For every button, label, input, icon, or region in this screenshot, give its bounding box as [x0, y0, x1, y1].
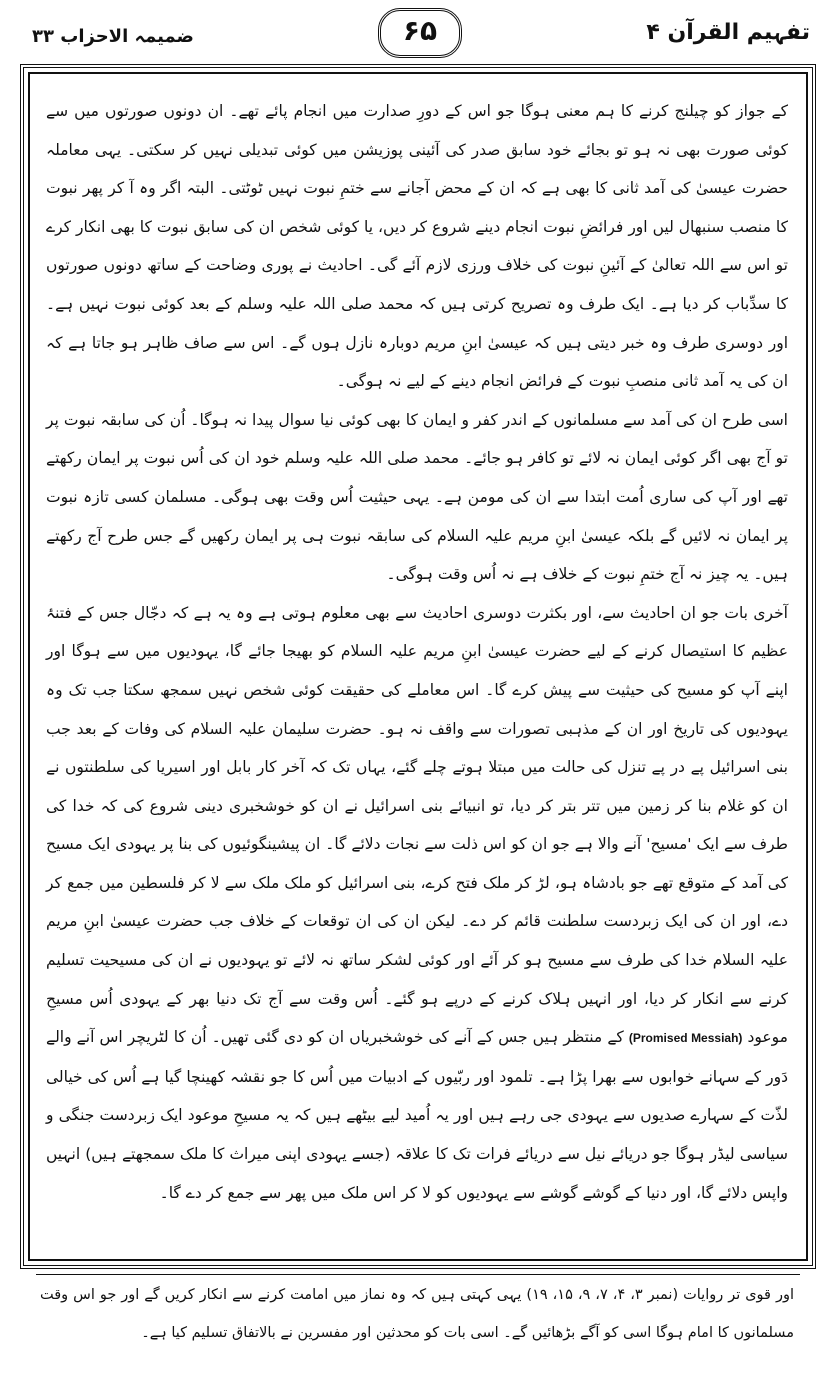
paragraph-3-part-1: آخری بات جو ان احادیث سے، اور بکثرت دوسری احادیث سے بھی معلوم ہوتی ہے وہ یہ ہے کہ دجّال جس کے فتنۂ عظیم کا استیصال کرنے کے لیے حضرت عیسیٰ ابنِ مریم علیہ السلام کو بھیجا جائے گا، یہودیوں میں سے ہوگا اور اپنے آپ کو مسیح کی حیثیت سے پیش کرے گا۔ اس معاملے کی حقیقت کوئی شخص نہیں سمجھ سکتا جب تک وہ یہودیوں کی تاریخ اور ان کے مذہبی تصورات سے واقف نہ ہو۔ حضرت سلیمان علیہ السلام کی وفات کے بعد جب بنی اسرائیل پے در پے تنزل کی حالت میں مبتلا ہوتے چلے گئے، یہاں تک کہ آخر کار بابل اور اسیریا کی سلطنتوں نے ان کو غلام بنا کر زمین میں تتر بتر کر دیا، تو انبیائے بنی اسرائیل نے ان کو خوشخبری دینی شروع کی کہ خدا کی طرف سے ایک 'مسیح' آنے والا ہے جو ان کو اس ذلت سے نجات دلائے گا۔ ان پیشینگوئیوں کی بنا پر یہودی ایک مسیح کی آمد کے متوقع تھے جو بادشاہ ہو، لڑ کر ملک فتح کرے، بنی اسرائیل کو ملک ملک سے لا کر فلسطین میں جمع کر دے، اور ان کی ایک زبردست سلطنت قائم کر دے۔ لیکن ان کی ان توقعات کے خلاف جب حضرت عیسیٰ ابنِ مریم علیہ السلام خدا کی طرف سے مسیح ہو کر آئے اور کوئی لشکر ساتھ نہ لائے تو یہودیوں نے ان کی مسیحیت تسلیم کرنے سے انکار کر دیا، اور انہیں ہلاک کرنے کے درپے ہو گئے۔ اُس وقت سے آج تک دنیا بھر کے یہودی اُس مسیحِ موعود [46, 603, 788, 1047]
page-number-badge: ۶۵ [378, 8, 462, 58]
footnote-text: اور قوی تر روایات (نمبر ۳، ۴، ۷، ۹، ۱۵، ۱۹) یہی کہتی ہیں کہ وہ نماز میں امامت کرنے سے انکار کریں گے اور جو اس وقت مسلمانوں کا امام ہوگا اسی کو آگے بڑھائیں گے۔ اسی بات کو محدثین اور مفسرین نے بالاتفاق تسلیم کیا ہے۔ [40, 1287, 794, 1341]
paragraph-3-part-2: کے منتظر ہیں جس کے آنے کی خوشخبریاں ان کو دی گئی تھیں۔ اُن کا لٹریچر اس آنے والے دَور کے سہانے خوابوں سے بھرا پڑا ہے۔ تلمود اور ربّیوں کے ادبیات میں اُس کا جو نقشہ کھینچا گیا ہے اُس کی خیالی لذّت کے سہارے صدیوں سے یہودی جی رہے ہیں اور یہ اُمید لیے بیٹھے ہیں کہ یہ مسیحِ موعود ایک زبردست جنگی و سیاسی لیڈر ہوگا جو دریائے نیل سے دریائے فرات تک کا علاقہ (جسے یہودی اپنی میراث کا ملک سمجھتے ہیں) انہیں واپس دلائے گا، اور دنیا کے گوشے گوشے سے یہودیوں کو لا کر اس ملک میں پھر سے جمع کر دے گا۔ [46, 1028, 788, 1202]
paragraph-2: اسی طرح ان کی آمد سے مسلمانوں کے اندر کفر و ایمان کا بھی کوئی نیا سوال پیدا نہ ہوگا۔ اُن کی سابقہ نبوت پر تو آج بھی اگر کوئی ایمان نہ لائے تو کافر ہو جائے۔ محمد صلی اللہ علیہ وسلم خود ان کی اُس نبوت پر ایمان رکھتے تھے اور آپ کی ساری اُمت ابتدا سے ان کی مومن ہے۔ یہی حیثیت اُس وقت بھی ہوگی۔ مسلمان کسی تازہ نبوت پر ایمان نہ لائیں گے بلکہ عیسیٰ ابنِ مریم علیہ السلام کی سابقہ نبوت ہی پر ایمان رکھیں گے جس طرح آج رکھتے ہیں۔ یہ چیز نہ آج ختمِ نبوت کے خلاف ہے نہ اُس وقت ہوگی۔ [46, 410, 788, 584]
footnote-divider [36, 1274, 800, 1275]
paragraph-3 [46, 594, 788, 1213]
page-header [20, 8, 820, 58]
paragraph-1: کے جواز کو چیلنج کرنے کا ہم معنی ہوگا جو اس کے دورِ صدارت میں انجام پائے تھے۔ ان دونوں صورتوں میں سے کوئی صورت بھی نہ ہو تو بجائے خود سابق صدر کی آئینی پوزیشن میں کوئی تبدیلی نہیں کر سکتی۔ یہی معاملہ حضرت عیسیٰ کی آمد ثانی کا بھی ہے کہ ان کے محض آجانے سے ختمِ نبوت نہیں ٹوٹتی۔ البتہ اگر وہ آ کر پھر نبوت کا منصب سنبھال لیں اور فرائضِ نبوت انجام دینے شروع کر دیں، یا کوئی شخص ان کی سابق نبوت کا بھی انکار کرے تو اس سے اللہ تعالیٰ کے آئینِ نبوت کی خلاف ورزی لازم آئے گی۔ احادیث نے پوری وضاحت کے ساتھ دونوں صورتوں کا سدِّباب کر دیا ہے۔ ایک طرف وہ تصریح کرتی ہیں کہ محمد صلی اللہ علیہ وسلم کے بعد کوئی نبوت نہیں ہے۔ اور دوسری طرف وہ خبر دیتی ہیں کہ عیسیٰ ابنِ مریم دوبارہ نازل ہوں گے۔ اس سے صاف ظاہر ہو جاتا ہے کہ ان کی یہ آمد ثانی منصبِ نبوت کے فرائض انجام دینے کے لیے نہ ہوگی۔ [46, 102, 788, 391]
book-title: تفہیم القرآن ۴ [646, 20, 810, 45]
footnotes [40, 1276, 794, 1352]
surah-reference: ضمیمہ الاحزاب ۳۳ [32, 26, 194, 47]
promised-messiah-term: (Promised Messiah) [628, 1031, 743, 1046]
main-text [46, 92, 788, 1212]
